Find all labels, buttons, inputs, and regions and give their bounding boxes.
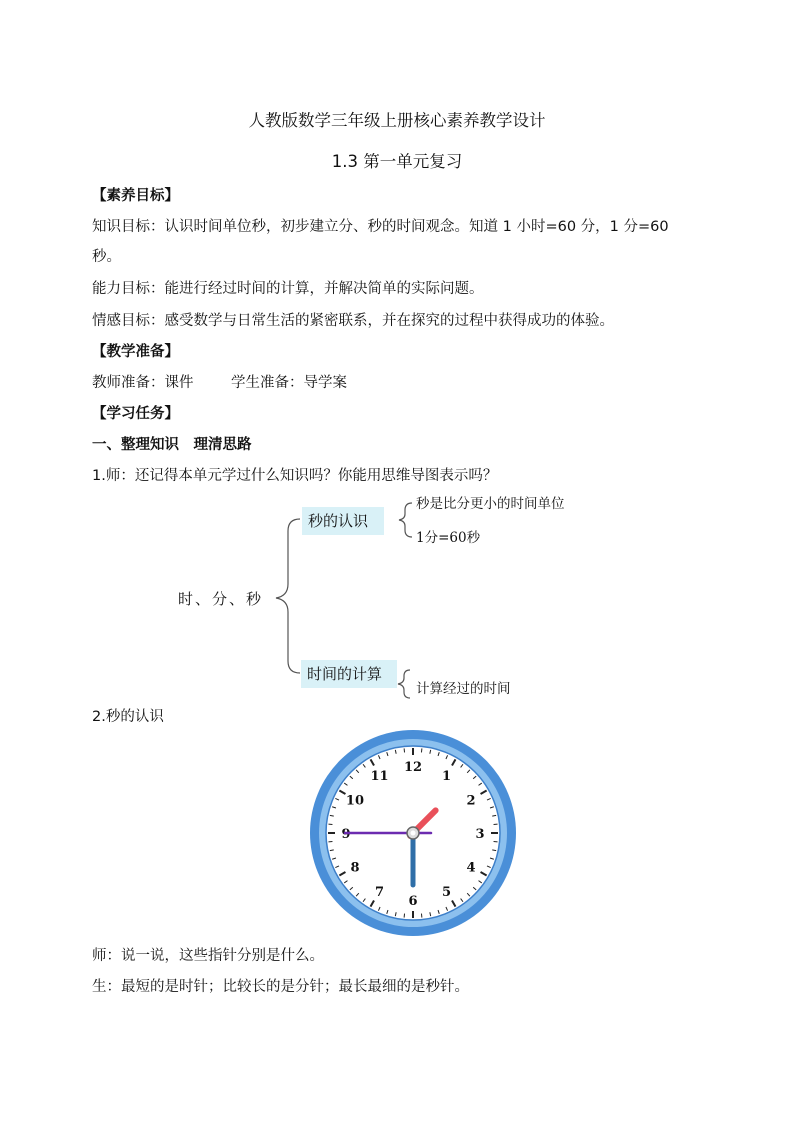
clock-number: 11 xyxy=(370,768,389,784)
clock-center-dot xyxy=(411,831,416,836)
prep-student: 学生准备：导学案 xyxy=(231,375,347,391)
mindmap-leaf-second-unit: 秒是比分更小的时间单位 xyxy=(416,496,565,512)
clock-number: 7 xyxy=(374,885,385,901)
prep-heading: 【教学准备】 xyxy=(92,344,179,360)
goal-knowledge-line2: 秒。 xyxy=(92,249,121,265)
clock-number: 1 xyxy=(441,768,452,784)
goals-heading: 【素养目标】 xyxy=(92,188,179,204)
clock-number: 2 xyxy=(466,793,476,809)
goal-emotion: 情感目标：感受数学与日常生活的紧密联系，并在探究的过程中获得成功的体验。 xyxy=(92,313,614,329)
clock-illustration xyxy=(308,728,518,938)
clock-number: 8 xyxy=(350,860,360,876)
document-title: 人教版数学三年级上册核心素养教学设计 xyxy=(248,111,546,130)
document-subtitle: 1.3 第一单元复习 xyxy=(331,152,463,171)
clock-number: 9 xyxy=(341,827,351,842)
mindmap-leaf-minute-seconds: 1分=60秒 xyxy=(416,530,481,546)
clock-number: 5 xyxy=(441,885,452,901)
prep-teacher: 教师准备：课件 xyxy=(92,375,194,391)
mindmap-node-second: 秒的认识 xyxy=(302,507,384,535)
teacher-prompt: 师：说一说，这些指针分别是什么。 xyxy=(92,948,324,964)
clock-number: 12 xyxy=(403,760,423,775)
goal-ability: 能力目标：能进行经过时间的计算，并解决简单的实际问题。 xyxy=(92,281,484,297)
section1-heading: 一、整理知识 理清思路 xyxy=(92,437,252,453)
question-2: 2.秒的认识 xyxy=(92,709,164,725)
task-heading: 【学习任务】 xyxy=(92,406,179,422)
mindmap-root: 时、分、秒 xyxy=(178,590,264,608)
mindmap-leaf-elapsed-time: 计算经过的时间 xyxy=(416,681,511,697)
mindmap-node-calculation: 时间的计算 xyxy=(301,660,397,688)
student-answer: 生：最短的是时针；比较长的是分针；最长最细的是秒针。 xyxy=(92,979,469,995)
clock-number: 6 xyxy=(408,894,418,909)
clock-number: 10 xyxy=(345,793,365,809)
clock-number: 3 xyxy=(475,827,485,842)
question-1: 1.师：还记得本单元学过什么知识吗？你能用思维导图表示吗？ xyxy=(92,468,498,484)
clock-number: 4 xyxy=(466,860,476,876)
goal-knowledge-line1: 知识目标：认识时间单位秒，初步建立分、秒的时间观念。知道 1 小时=60 分，1 分=60 xyxy=(92,219,669,235)
